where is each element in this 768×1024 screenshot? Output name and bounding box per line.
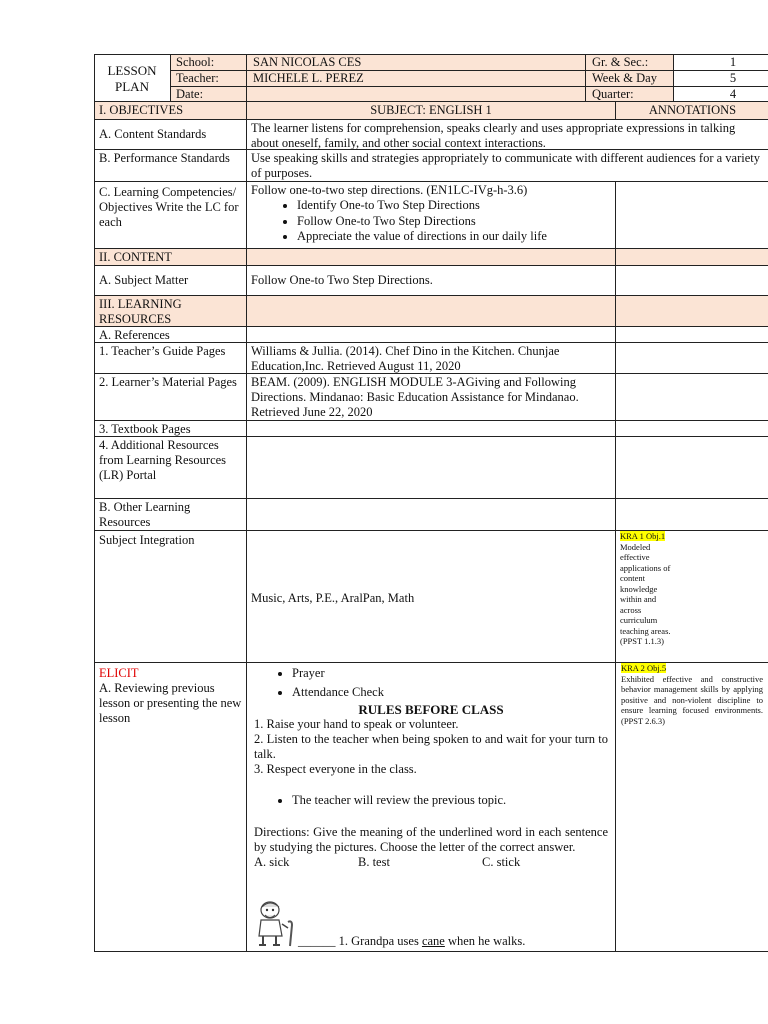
textbook-mid <box>246 420 616 437</box>
learners-material-label: 2. Learner’s Material Pages <box>94 373 247 421</box>
rules-title: RULES BEFORE CLASS <box>358 702 504 717</box>
teacher-value: MICHELE L. PEREZ <box>253 71 364 85</box>
rule-2: 2. Listen to the teacher when being spoken to and wait for your turn to talk. <box>254 732 608 761</box>
choice-c: C. stick <box>482 854 521 869</box>
competency-item: • Appreciate the value of directions in our daily life <box>297 229 611 245</box>
underlined-word: cane <box>421 934 445 948</box>
elicit-bullet: • Prayer <box>292 666 608 682</box>
kra2-tag: KRA 2 Obj.5 <box>621 663 667 673</box>
kra1-annotation <box>615 530 768 663</box>
other-resources-right <box>615 498 768 531</box>
answer-choices <box>254 855 608 871</box>
performance-standards-label: B. Performance Standards <box>94 149 247 182</box>
elicit-bullet: • Attendance Check <box>292 685 608 701</box>
teachers-guide-text: Williams & Jullia. (2014). Chef Dino in the Kitchen. Chunjae Education,Inc. Retrieved August 11, 2020 <box>246 342 616 374</box>
lesson-plan-title: LESSON PLAN <box>107 63 157 94</box>
references-right <box>615 326 768 343</box>
content-heading-mid <box>246 248 616 266</box>
learners-material-annotation <box>615 373 768 421</box>
learners-material-text: BEAM. (2009). ENGLISH MODULE 3-AGiving and Following Directions. Mindanao: Basic Education Assistance for Mindanao. Retrieved June 22, 2020 <box>246 373 616 421</box>
subject-matter-annotation <box>615 265 768 296</box>
references-label: A. References <box>94 326 247 343</box>
elicit-title: ELICIT <box>99 666 139 680</box>
review-bullet: • The teacher will review the previous topic. <box>292 793 608 809</box>
choice-b: B. test <box>358 854 390 869</box>
annotations-heading: ANNOTATIONS <box>615 101 768 120</box>
subject-matter-text: Follow One-to Two Step Directions. <box>246 265 616 296</box>
resources-heading: III. LEARNING RESOURCES <box>94 295 247 327</box>
competency-item: • Identify One-to Two Step Directions <box>297 198 611 214</box>
subject-integration-label: Subject Integration <box>94 530 247 663</box>
content-heading: II. CONTENT <box>94 248 247 266</box>
quarter-label: Quarter: <box>592 87 634 101</box>
elicit-content <box>246 662 616 952</box>
grade-label: Gr. & Sec.: <box>592 55 649 69</box>
elicit-bullets <box>254 666 608 700</box>
additional-resources-mid <box>246 436 616 499</box>
subject-heading: SUBJECT: ENGLISH 1 <box>246 101 616 120</box>
date-label: Date: <box>176 87 204 101</box>
elicit-label: A. Reviewing previous lesson or presenting the new lesson <box>99 681 242 725</box>
school-value: SAN NICOLAS CES <box>253 55 362 69</box>
elicit-label-cell <box>94 662 247 952</box>
question-1 <box>298 934 525 949</box>
teacher-label: Teacher: <box>176 71 219 85</box>
question-1-suffix: when he walks. <box>444 934 526 948</box>
resources-heading-right <box>615 295 768 327</box>
question-1-prefix: 1. Grandpa uses <box>335 934 422 948</box>
additional-resources-right <box>615 436 768 499</box>
teachers-guide-label: 1. Teacher’s Guide Pages <box>94 342 247 374</box>
textbook-label: 3. Textbook Pages <box>94 420 247 437</box>
answer-blank: ______ <box>298 934 336 948</box>
kra1-tag: KRA 1 Obj.1 <box>620 531 666 541</box>
objectives-heading: I. OBJECTIVES <box>94 101 247 120</box>
kra2-text: Exhibited effective and constructive behavior management skills by applying positive and non-violent discipline to ensure learning focused environments. (PPST 2.6.3) <box>621 673 763 726</box>
subject-matter-label: A. Subject Matter <box>94 265 247 296</box>
rule-3: 3. Respect everyone in the class. <box>254 762 417 776</box>
additional-resources-label: 4. Additional Resources from Learning Resources (LR) Portal <box>94 436 247 499</box>
competency-item: • Follow One-to Two Step Directions <box>297 214 611 230</box>
quarter-value: 4 <box>729 87 737 101</box>
grandpa-with-cane-image <box>252 898 298 948</box>
school-label: School: <box>176 55 215 69</box>
competencies-label: C. Learning Competencies/ Objectives Write the LC for each <box>94 181 247 249</box>
rule-1: 1. Raise your hand to speak or volunteer. <box>254 717 459 731</box>
directions-text: Directions: Give the meaning of the underlined word in each sentence by studying the pictures. Choose the letter of the correct answer. <box>254 824 608 854</box>
competencies-intro: Follow one-to-two step directions. (EN1LC-IVg-h-3.6) <box>251 183 528 197</box>
competencies-annotation <box>615 181 768 249</box>
content-heading-right <box>615 248 768 266</box>
references-mid <box>246 326 616 343</box>
kra1-text: Modeled effective applications of content knowledge within and across curriculum teaching areas. (PPST 1.1.3) <box>620 541 671 646</box>
teachers-guide-annotation <box>615 342 768 374</box>
content-standards-text: The learner listens for comprehension, speaks clearly and uses appropriate expressions in talking about oneself, family, and other social context interactions. <box>246 119 768 150</box>
competencies-cell <box>246 181 616 249</box>
kra2-annotation <box>615 662 768 952</box>
grade-value: 1 <box>729 55 737 69</box>
performance-standards-text: Use speaking skills and strategies appropriately to communicate with different audiences for a variety of purposes. <box>246 149 768 182</box>
week-label: Week & Day <box>592 71 657 85</box>
textbook-right <box>615 420 768 437</box>
subject-integration-text: Music, Arts, P.E., AralPan, Math <box>246 530 616 663</box>
week-value: 5 <box>729 71 737 85</box>
competencies-list <box>251 198 611 245</box>
resources-heading-mid <box>246 295 616 327</box>
other-resources-label: B. Other Learning Resources <box>94 498 247 531</box>
content-standards-label: A. Content Standards <box>94 119 247 150</box>
other-resources-mid <box>246 498 616 531</box>
review-bullet-list <box>254 793 608 809</box>
choice-a: A. sick <box>254 854 290 869</box>
